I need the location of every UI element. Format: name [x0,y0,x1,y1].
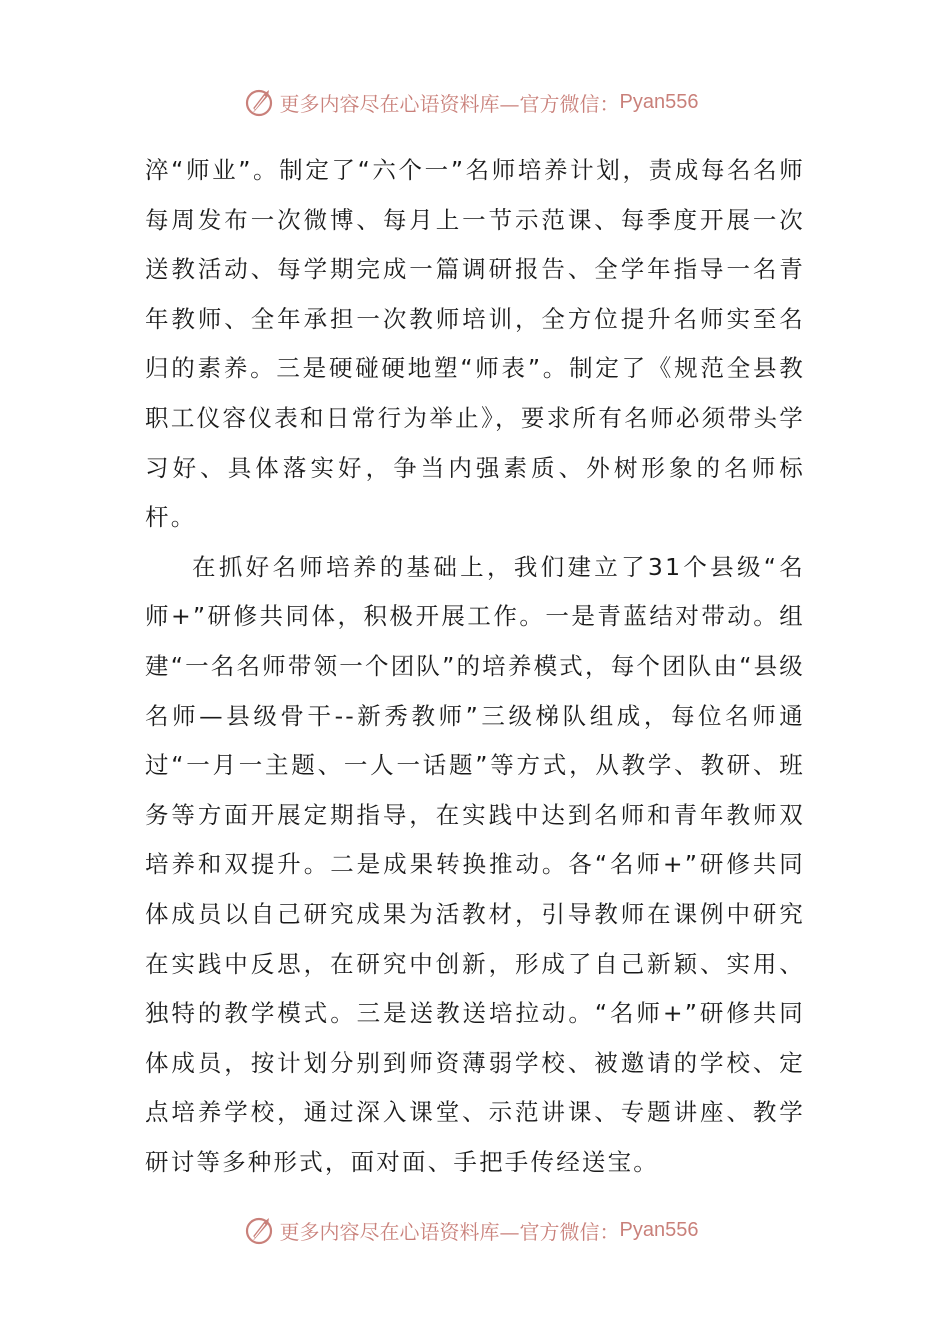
footer-watermark [0,1208,950,1252]
pen-nib-circle-icon [242,84,278,120]
watermark-brand: Pyan556 [619,90,699,113]
document-body [145,146,805,1187]
paragraph-1: 淬“师业”。制定了“六个一”名师培养计划，责成每名名师每周发布一次微博、每月上一节示范课、每季度开展一次送教活动、每学期完成一篇调研报告、全学年指导一名青年教师、全年承担一次教师培训，全方位提升名师实至名归的素养。三是硬碰硬地塑“师表”。制定了《规范全县教职工仪容仪表和日常行为举止》，要求所有名师必须带头学习好、具体落实好，争当内强素质、外树形象的名师标杆。 [145,156,805,532]
paragraph-2: 在抓好名师培养的基础上，我们建立了31个县级“名师+”研修共同体，积极开展工作。一是青蓝结对带动。组建“一名名师带领一个团队”的培养模式，每个团队由“县级名师—县级骨干--新秀教师”三级梯队组成，每位名师通过“一月一主题、一人一话题”等方式，从教学、教研、班务等方面开展定期指导，在实践中达到名师和青年教师双培养和双提升。二是成果转换推动。各“名师+”研修共同体成员以自己研究成果为活教材，引导教师在课例中研究在实践中反思，在研究中创新，形成了自己新颖、实用、独特的教学模式。三是送教送培拉动。“名师+”研修共同体成员，按计划分别到师资薄弱学校、被邀请的学校、定点培养学校，通过深入课堂、示范讲课、专题讲座、教学研讨等多种形式，面对面、手把手传经送宝。 [145,552,805,1176]
watermark-brand: Pyan556 [619,1218,699,1241]
watermark-text: 更多内容尽在心语资料库—官方微信： [279,1219,620,1244]
pen-nib-circle-icon [242,1212,278,1248]
header-watermark [0,80,950,124]
watermark-text: 更多内容尽在心语资料库—官方微信： [279,91,620,116]
